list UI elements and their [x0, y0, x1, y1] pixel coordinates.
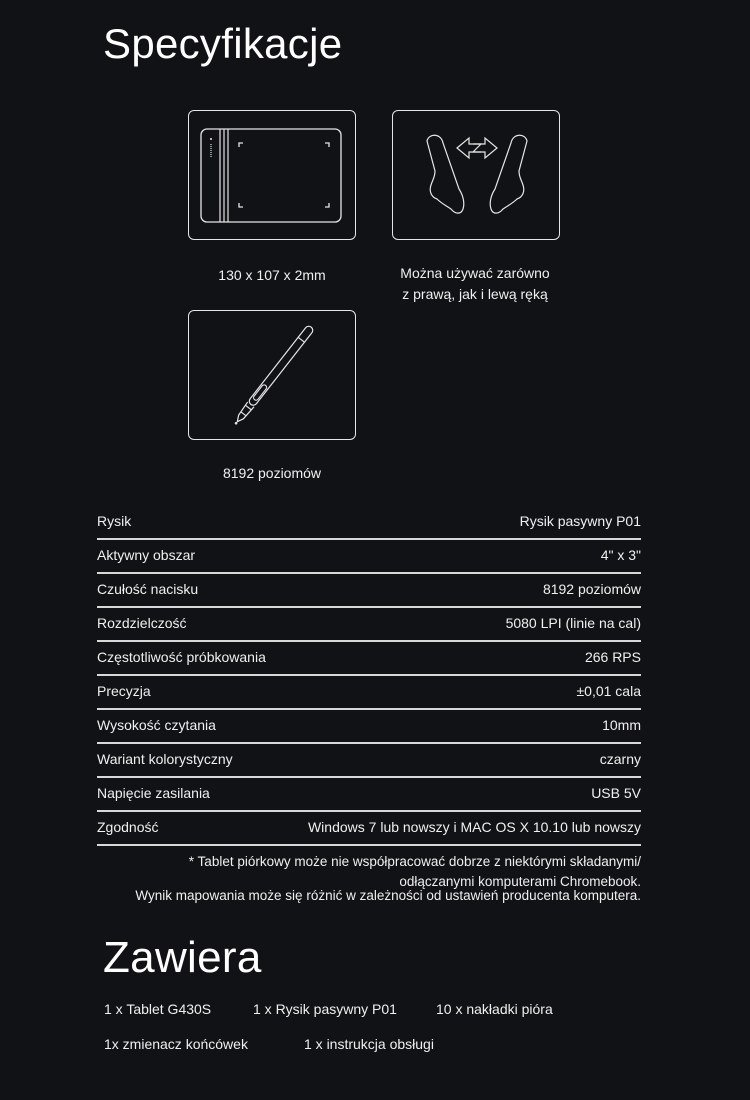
- caption-ambidextrous: [380, 263, 570, 305]
- row-value: 8192 poziomów: [542, 581, 641, 597]
- footnote-line1: * Tablet piórkowy może nie współpracować dobrze z niektórymi składanymi/: [188, 854, 641, 869]
- feature-card-ambidextrous: [392, 110, 560, 240]
- table-row: [97, 710, 641, 744]
- caption-ambidextrous-line1: Można używać zarówno: [400, 265, 550, 281]
- row-value: ±0,01 cala: [576, 683, 641, 699]
- table-row: [97, 744, 641, 778]
- caption-ambidextrous-line2: z prawą, jak i lewą ręką: [402, 286, 548, 302]
- row-value: USB 5V: [591, 785, 641, 801]
- table-row: [97, 642, 641, 676]
- row-label: Precyzja: [97, 683, 151, 699]
- contents-item: 1 x Rysik pasywny P01: [253, 1001, 397, 1017]
- table-row: [97, 540, 641, 574]
- feature-card-pressure: [188, 310, 356, 440]
- row-label: Aktywny obszar: [97, 547, 196, 563]
- row-label: Rysik: [97, 513, 132, 529]
- row-value: czarny: [599, 751, 641, 767]
- specs-title: Specyfikacje: [103, 20, 343, 67]
- tablet-outline-icon: [189, 111, 357, 241]
- contents-item: 1 x instrukcja obsługi: [304, 1036, 434, 1052]
- row-label: Wysokość czytania: [97, 717, 216, 733]
- row-value: 266 RPS: [584, 649, 641, 665]
- table-row: [97, 812, 641, 846]
- row-label: Częstotliwość próbkowania: [97, 649, 266, 665]
- mapping-footnote: [41, 886, 641, 906]
- row-label: Czułość nacisku: [97, 581, 199, 597]
- row-label: Zgodność: [97, 819, 159, 835]
- contents-item: 1x zmienacz końcówek: [104, 1036, 248, 1052]
- spec-table: [97, 506, 641, 846]
- table-row: [97, 506, 641, 540]
- table-row: [97, 608, 641, 642]
- row-label: Napięcie zasilania: [97, 785, 210, 801]
- contents-item: 1 x Tablet G430S: [104, 1001, 212, 1017]
- feature-card-dimensions: [188, 110, 356, 240]
- table-row: [97, 778, 641, 812]
- row-value: Windows 7 lub nowszy i MAC OS X 10.10 lub nowszy: [307, 819, 641, 835]
- contents-title: Zawiera: [103, 933, 262, 982]
- footnote-line3: Wynik mapowania może się różnić w zależności od ustawień producenta komputera.: [135, 888, 641, 903]
- row-label: Rozdzielczość: [97, 615, 187, 631]
- caption-dimensions: 130 x 107 x 2mm: [218, 267, 326, 283]
- row-label: Wariant kolorystyczny: [97, 751, 233, 767]
- table-row: [97, 676, 641, 710]
- contents-item: 10 x nakładki pióra: [436, 1001, 553, 1017]
- row-value: 10mm: [602, 717, 641, 733]
- footnote-line2: odłączanymi komputerami Chromebook.: [399, 874, 641, 889]
- caption-pressure: 8192 poziomów: [222, 465, 322, 481]
- row-value: 5080 LPI (linie na cal): [505, 615, 641, 631]
- row-value: Rysik pasywny P01: [519, 513, 641, 529]
- left-right-hands-icon: [393, 111, 561, 241]
- table-row: [97, 574, 641, 608]
- row-value: 4" x 3": [600, 547, 641, 563]
- stylus-pen-icon: [189, 311, 357, 441]
